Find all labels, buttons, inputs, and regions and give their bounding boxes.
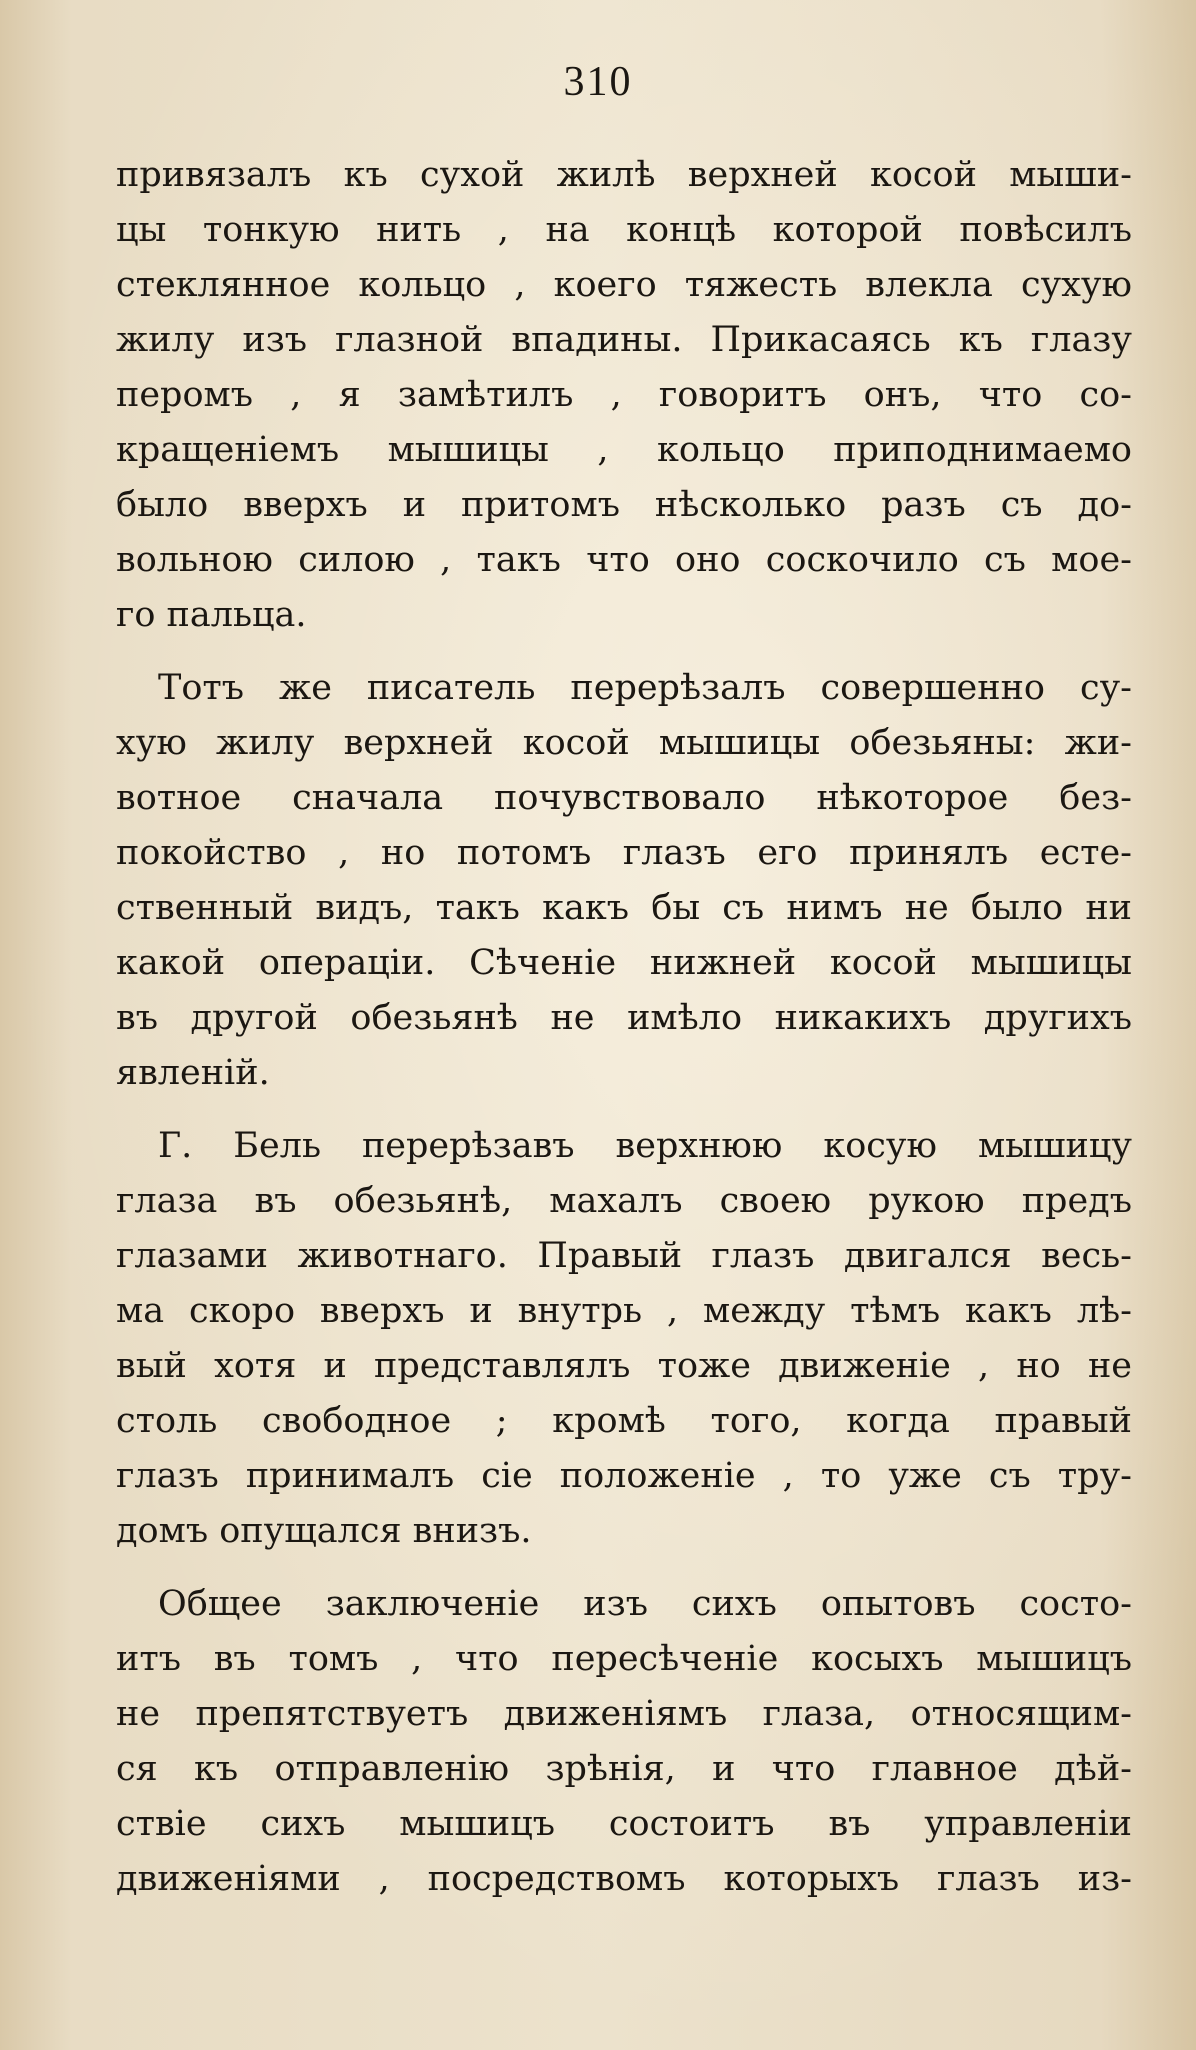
paragraph-3 bbox=[116, 1119, 1132, 1559]
text-line: какой операцiи. Сѣченiе нижней косой мышицы bbox=[116, 943, 1132, 983]
text-line: столь свободное ; кромѣ того, когда правый bbox=[116, 1401, 1132, 1441]
text-line: Г. Бель перерѣзавъ верхнюю косую мышицу bbox=[158, 1126, 1132, 1166]
text-line: не препятствуетъ движенiямъ глаза, относящим- bbox=[116, 1694, 1132, 1734]
text-line: ственный видъ, такъ какъ бы съ нимъ не было ни bbox=[116, 888, 1132, 928]
text-line: вольною силою , такъ что оно соскочило съ мое- bbox=[116, 540, 1132, 580]
text-line: цы тонкую нить , на концѣ которой повѣсилъ bbox=[116, 210, 1132, 250]
text-line: привязалъ къ сухой жилѣ верхней косой мыши- bbox=[116, 155, 1132, 195]
text-line: итъ въ томъ , что пересѣченiе косыхъ мышицъ bbox=[116, 1639, 1132, 1679]
text-line: въ другой обезьянѣ не имѣло никакихъ другихъ bbox=[116, 998, 1132, 1038]
text-line: го пальца. bbox=[116, 595, 307, 635]
text-line: Общее заключенiе изъ сихъ опытовъ состо- bbox=[158, 1584, 1132, 1624]
text-line: покойство , но потомъ глазъ его принялъ есте- bbox=[116, 833, 1132, 873]
text-line: глазъ принималъ сiе положенiе , то уже съ тру- bbox=[116, 1456, 1132, 1496]
text-line: кращенiемъ мышицы , кольцо приподнимаемо bbox=[116, 430, 1132, 470]
text-line: глаза въ обезьянѣ, махалъ своею рукою предъ bbox=[116, 1181, 1132, 1221]
text-line: было вверхъ и притомъ нѣсколько разъ съ до- bbox=[116, 485, 1132, 525]
text-line: ма скоро вверхъ и внутрь , между тѣмъ какъ лѣ- bbox=[116, 1291, 1132, 1331]
text-line: Тотъ же писатель перерѣзалъ совершенно су- bbox=[158, 668, 1132, 708]
text-line: ствiе сихъ мышицъ состоитъ въ управленiи bbox=[116, 1804, 1132, 1844]
text-line: глазами животнаго. Правый глазъ двигался весь- bbox=[116, 1236, 1132, 1276]
paragraph-4 bbox=[116, 1577, 1132, 1907]
text-line: ся къ отправленiю зрѣнiя, и что главное дѣй- bbox=[116, 1749, 1132, 1789]
text-line: жилу изъ глазной впадины. Прикасаясь къ глазу bbox=[116, 320, 1132, 360]
text-line: вотное сначала почувствовало нѣкоторое без- bbox=[116, 778, 1132, 818]
text-line: хую жилу верхней косой мышицы обезьяны: жи- bbox=[116, 723, 1132, 763]
paragraph-1 bbox=[116, 148, 1132, 643]
text-line: вый хотя и представлялъ тоже движенiе , но не bbox=[116, 1346, 1132, 1386]
text-line: стеклянное кольцо , коего тяжесть влекла сухую bbox=[116, 265, 1132, 305]
text-line: явленiй. bbox=[116, 1053, 270, 1093]
text-line: домъ опущался внизъ. bbox=[116, 1511, 532, 1551]
page-text bbox=[116, 148, 1132, 1925]
page-number: 310 bbox=[563, 59, 633, 105]
text-line: движенiями , посредствомъ которыхъ глазъ из- bbox=[116, 1859, 1132, 1899]
paragraph-2 bbox=[116, 661, 1132, 1101]
text-line: перомъ , я замѣтилъ , говоритъ онъ, что со- bbox=[116, 375, 1132, 415]
